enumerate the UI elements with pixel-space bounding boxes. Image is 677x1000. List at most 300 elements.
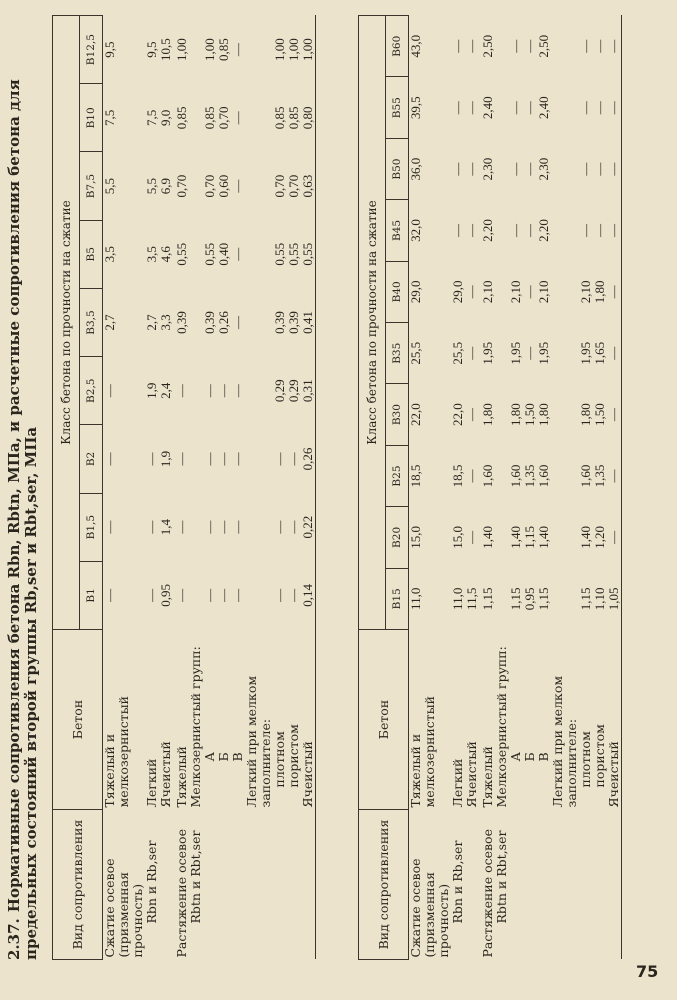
class-header: B30: [386, 384, 409, 445]
resistance-value: —: [174, 452, 189, 466]
concrete-type-text: Б: [216, 752, 231, 762]
resistance-value: 2,30: [536, 157, 551, 181]
resistance-value: —: [286, 520, 301, 534]
resistance-value: [551, 323, 579, 384]
resistance-kind-text: Rbtn и Rbt,ser: [188, 830, 203, 924]
resistance-table-1: [52, 15, 316, 960]
concrete-type: [579, 630, 593, 810]
concrete-type: [537, 630, 551, 810]
resistance-value: 1,80: [592, 280, 607, 304]
header-kind: Вид сопротивления: [359, 810, 409, 960]
resistance-value: 0,41: [301, 288, 316, 356]
resistance-value: 2,7: [102, 314, 117, 331]
resistance-kind: [203, 810, 217, 960]
resistance-value: 1,60: [578, 464, 593, 488]
resistance-value: —: [578, 39, 593, 53]
resistance-kind: [451, 810, 465, 960]
resistance-value: —: [464, 101, 479, 115]
resistance-value: [495, 507, 509, 568]
concrete-type-text: Тяжелый: [480, 746, 495, 808]
resistance-kind-text: Rbn и Rb,ser: [144, 840, 159, 924]
resistance-value: 0,85: [216, 38, 231, 61]
caption-number: 2.37.: [5, 918, 23, 960]
concrete-type: [465, 630, 479, 810]
table-row: [273, 16, 287, 960]
concrete-type-text: Легкий при мелком заполнителе:: [550, 675, 579, 808]
resistance-value: 1,20: [592, 526, 607, 549]
resistance-value: —: [592, 39, 607, 53]
table-row: [593, 16, 607, 960]
concrete-type: [273, 630, 287, 810]
resistance-value: —: [508, 162, 523, 176]
resistance-value: —: [202, 588, 217, 602]
concrete-type-text: плотном: [578, 731, 593, 788]
resistance-value: 1,15: [536, 587, 551, 611]
resistance-value: [245, 493, 273, 561]
resistance-value: 1,50: [522, 403, 537, 427]
table-row: [579, 16, 593, 960]
resistance-value: 0,26: [216, 311, 231, 334]
class-header: B50: [386, 138, 409, 199]
resistance-value: [189, 152, 203, 220]
concrete-type: [479, 630, 495, 810]
resistance-value: —: [464, 162, 479, 176]
resistance-value: 1,95: [508, 341, 523, 365]
resistance-value: —: [102, 384, 117, 398]
caption-text: Нормативные сопротивления бетона Rbn, Rbtn, МПа, и расчетные сопротивления бетона для предельных состояний второй группы Rb,ser и Rbt,ser, МПа: [5, 79, 40, 960]
resistance-value: 2,30: [480, 157, 495, 181]
resistance-value: 1,65: [592, 341, 607, 365]
resistance-value: 1,15: [522, 526, 537, 549]
concrete-type: [217, 630, 231, 810]
resistance-value: —: [578, 162, 593, 176]
class-header: B12,5: [80, 16, 103, 84]
resistance-value: —: [607, 323, 622, 384]
resistance-value: 1,40: [578, 526, 593, 549]
class-header: B15: [386, 568, 409, 629]
resistance-value: 1,35: [522, 464, 537, 488]
resistance-value: 11,5: [464, 587, 479, 610]
resistance-value: 1,95: [578, 341, 593, 365]
resistance-value: —: [202, 520, 217, 534]
resistance-value: —: [450, 101, 465, 115]
class-header: B60: [386, 16, 409, 77]
resistance-value: [189, 288, 203, 356]
concrete-type-text: Легкий: [450, 758, 465, 808]
concrete-type-text: пористом: [592, 724, 607, 788]
resistance-value: —: [174, 520, 189, 534]
table-row: [245, 16, 273, 960]
resistance-value: 0,29: [286, 379, 301, 403]
concrete-type: [231, 630, 245, 810]
concrete-type: [287, 630, 301, 810]
resistance-value: [495, 138, 509, 199]
resistance-value: 0,70: [272, 174, 287, 198]
concrete-type-text: В: [536, 752, 551, 762]
resistance-value: —: [522, 285, 537, 299]
resistance-value: [189, 16, 203, 84]
resistance-value: [189, 425, 203, 493]
resistance-value: 4,6: [158, 246, 173, 263]
table-row: [217, 16, 231, 960]
resistance-value: [495, 200, 509, 261]
resistance-value: —: [464, 285, 479, 299]
resistance-value: —: [144, 520, 159, 534]
resistance-value: 1,9: [158, 450, 173, 468]
concrete-type: [159, 630, 173, 810]
concrete-type-text: Ячеистый: [158, 741, 173, 808]
resistance-value: [189, 220, 203, 288]
concrete-type: [509, 630, 523, 810]
resistance-value: 11,0: [450, 587, 465, 610]
page-number: 75: [636, 962, 659, 981]
resistance-value: 18,5: [450, 464, 465, 488]
table-row: [495, 16, 509, 960]
resistance-value: 0,95: [522, 587, 537, 611]
concrete-type: [145, 630, 159, 810]
resistance-value: 1,00: [174, 38, 189, 61]
resistance-value: 39,5: [408, 96, 423, 120]
resistance-value: [495, 568, 509, 629]
resistance-value: 1,15: [480, 587, 495, 611]
concrete-type: [301, 630, 316, 810]
resistance-value: —: [230, 384, 245, 398]
resistance-value: —: [216, 384, 231, 398]
resistance-value: 1,80: [578, 403, 593, 427]
resistance-value: 43,0: [408, 34, 423, 58]
class-header: B35: [386, 323, 409, 384]
resistance-kind: [551, 810, 579, 960]
resistance-value: [245, 16, 273, 84]
concrete-type: [103, 630, 146, 810]
resistance-value: —: [464, 346, 479, 360]
concrete-type-text: А: [202, 752, 217, 762]
resistance-value: —: [607, 384, 622, 445]
table-row: [551, 16, 579, 960]
resistance-value: 0,85: [174, 106, 189, 130]
resistance-value: 25,5: [408, 341, 423, 365]
header-class: Класс бетона по прочности на сжатие: [53, 16, 80, 630]
resistance-value: —: [522, 346, 537, 360]
resistance-kind: [287, 810, 301, 960]
concrete-type: [607, 630, 622, 810]
resistance-value: 1,00: [301, 16, 316, 84]
resistance-value: 0,39: [286, 311, 301, 334]
resistance-value: [245, 152, 273, 220]
resistance-value: 3,5: [102, 246, 117, 263]
resistance-value: —: [216, 452, 231, 466]
resistance-value: 0,14: [301, 561, 316, 629]
concrete-type-text: А: [508, 752, 523, 762]
class-header: B2,5: [80, 357, 103, 425]
resistance-value: 1,35: [592, 464, 607, 488]
resistance-value: 0,26: [301, 425, 316, 493]
concrete-type: [189, 630, 203, 810]
resistance-value: [495, 384, 509, 445]
resistance-value: 2,4: [158, 382, 173, 399]
resistance-value: [495, 323, 509, 384]
resistance-value: 18,5: [408, 464, 423, 488]
table-row: [451, 16, 465, 960]
class-header: B3,5: [80, 288, 103, 356]
resistance-value: 2,10: [508, 280, 523, 304]
resistance-value: 15,0: [450, 526, 465, 549]
resistance-value: [495, 261, 509, 322]
resistance-value: [551, 200, 579, 261]
resistance-value: 2,20: [480, 219, 495, 242]
resistance-value: 1,80: [536, 403, 551, 427]
resistance-value: —: [272, 452, 287, 466]
concrete-type: [593, 630, 607, 810]
resistance-kind: [495, 810, 509, 960]
resistance-value: —: [508, 101, 523, 115]
resistance-value: 0,70: [174, 174, 189, 198]
resistance-kind: [607, 810, 622, 960]
resistance-kind: [103, 810, 146, 960]
resistance-value: —: [230, 247, 245, 261]
resistance-value: 2,10: [480, 280, 495, 304]
concrete-type-text: пористом: [286, 724, 301, 788]
resistance-value: 1,95: [480, 341, 495, 365]
resistance-value: [189, 561, 203, 629]
resistance-kind-text: Растяжение осевое: [480, 829, 495, 958]
resistance-value: 0,39: [174, 311, 189, 334]
resistance-value: —: [522, 162, 537, 176]
table-row: [607, 16, 622, 960]
resistance-value: —: [508, 39, 523, 53]
concrete-type-text: Б: [522, 752, 537, 762]
resistance-value: [245, 220, 273, 288]
resistance-kind: [231, 810, 245, 960]
concrete-type: [523, 630, 537, 810]
resistance-value: 9,0: [158, 109, 173, 126]
resistance-kind: [579, 810, 593, 960]
concrete-type: [551, 630, 579, 810]
resistance-value: —: [592, 223, 607, 237]
resistance-kind: [593, 810, 607, 960]
resistance-value: —: [272, 520, 287, 534]
table-row: [479, 16, 495, 960]
class-header: B45: [386, 200, 409, 261]
resistance-value: —: [144, 452, 159, 466]
table-row: [189, 16, 203, 960]
resistance-value: 22,0: [408, 403, 423, 427]
table-row: [537, 16, 551, 960]
resistance-value: —: [174, 384, 189, 398]
table-row: [409, 16, 452, 960]
concrete-type-text: Легкий: [144, 758, 159, 808]
resistance-value: 1,10: [592, 587, 607, 611]
resistance-value: 0,70: [286, 174, 301, 198]
resistance-value: —: [144, 588, 159, 602]
resistance-value: —: [230, 316, 245, 330]
concrete-type-text: Тяжелый и мелкозернистый: [102, 696, 131, 808]
resistance-value: 1,80: [480, 403, 495, 427]
concrete-type-text: В: [230, 752, 245, 762]
resistance-value: —: [607, 16, 622, 77]
resistance-value: —: [450, 162, 465, 176]
table-row: [145, 16, 159, 960]
resistance-value: —: [607, 138, 622, 199]
class-header: B1,5: [80, 493, 103, 561]
resistance-value: [245, 561, 273, 629]
resistance-value: 15,0: [408, 526, 423, 549]
resistance-value: 1,00: [272, 38, 287, 61]
resistance-value: —: [102, 452, 117, 466]
concrete-type-text: плотном: [272, 731, 287, 788]
resistance-value: [189, 84, 203, 152]
resistance-value: [189, 493, 203, 561]
resistance-value: [245, 357, 273, 425]
table-row: [523, 16, 537, 960]
resistance-value: —: [230, 452, 245, 466]
resistance-value: —: [202, 452, 217, 466]
header-kind: Вид сопротивления: [53, 810, 103, 960]
resistance-kind: [217, 810, 231, 960]
resistance-value: 1,9: [144, 382, 159, 399]
resistance-value: [551, 384, 579, 445]
resistance-value: 1,15: [578, 587, 593, 611]
resistance-value: 1,60: [536, 464, 551, 488]
resistance-kind: [189, 810, 203, 960]
resistance-value: —: [102, 520, 117, 534]
resistance-value: [495, 16, 509, 77]
resistance-kind: [479, 810, 495, 960]
resistance-value: —: [286, 588, 301, 602]
resistance-value: —: [230, 179, 245, 193]
resistance-value: [551, 138, 579, 199]
resistance-value: —: [607, 200, 622, 261]
resistance-kind: [301, 810, 316, 960]
resistance-value: 9,5: [144, 41, 159, 58]
resistance-kind: [537, 810, 551, 960]
concrete-type: [173, 630, 189, 810]
resistance-value: 0,70: [202, 174, 217, 198]
header-concrete: Бетон: [53, 630, 103, 810]
resistance-value: 1,50: [592, 403, 607, 427]
resistance-value: 32,0: [408, 219, 423, 242]
resistance-value: 0,63: [301, 152, 316, 220]
resistance-kind: [173, 810, 189, 960]
resistance-kind: [509, 810, 523, 960]
resistance-value: —: [592, 101, 607, 115]
concrete-type: [203, 630, 217, 810]
resistance-value: 0,29: [272, 379, 287, 403]
resistance-value: 2,10: [536, 280, 551, 304]
resistance-value: 0,55: [174, 242, 189, 266]
resistance-value: 1,95: [536, 341, 551, 365]
resistance-kind-text: Сжатие осевое (призменная прочность): [102, 858, 145, 958]
resistance-value: 1,05: [607, 568, 622, 629]
resistance-value: 0,39: [202, 311, 217, 334]
resistance-value: —: [102, 588, 117, 602]
class-header: B1: [80, 561, 103, 629]
concrete-type-text: Ячеистый: [606, 741, 621, 808]
resistance-value: [551, 568, 579, 629]
resistance-value: [551, 261, 579, 322]
resistance-value: 9,5: [102, 41, 117, 58]
resistance-value: 29,0: [408, 280, 423, 304]
resistance-value: [245, 425, 273, 493]
resistance-value: —: [464, 530, 479, 544]
resistance-value: —: [230, 520, 245, 534]
resistance-value: 1,40: [480, 526, 495, 549]
header-class: Класс бетона по прочности на сжатие: [359, 16, 386, 630]
resistance-value: 0,55: [286, 242, 301, 266]
class-header: B25: [386, 445, 409, 506]
class-header: B10: [80, 84, 103, 152]
resistance-value: 3,3: [158, 314, 173, 331]
resistance-kind: [273, 810, 287, 960]
resistance-value: 11,0: [408, 587, 423, 610]
resistance-value: —: [522, 101, 537, 115]
resistance-value: —: [464, 223, 479, 237]
resistance-value: [245, 288, 273, 356]
resistance-value: 1,40: [536, 526, 551, 549]
resistance-kind: [523, 810, 537, 960]
resistance-value: 2,20: [536, 219, 551, 242]
table-row: [287, 16, 301, 960]
resistance-value: —: [464, 469, 479, 483]
resistance-value: —: [522, 223, 537, 237]
resistance-value: 1,40: [508, 526, 523, 549]
resistance-value: —: [607, 77, 622, 138]
resistance-value: 0,39: [272, 311, 287, 334]
resistance-value: 2,10: [578, 280, 593, 304]
concrete-type-text: Ячеистый: [300, 741, 315, 808]
resistance-value: 6,9: [158, 177, 173, 195]
class-header: B7,5: [80, 152, 103, 220]
resistance-value: 1,60: [508, 464, 523, 488]
resistance-value: 0,22: [301, 493, 316, 561]
resistance-value: 25,5: [450, 341, 465, 365]
resistance-value: 0,70: [216, 106, 231, 130]
resistance-value: —: [230, 43, 245, 57]
resistance-value: —: [464, 408, 479, 422]
resistance-value: —: [286, 452, 301, 466]
resistance-value: 1,15: [508, 587, 523, 611]
class-header: B2: [80, 425, 103, 493]
resistance-value: —: [230, 111, 245, 125]
table-row: [159, 16, 173, 960]
resistance-kind: [145, 810, 159, 960]
resistance-value: 2,50: [536, 34, 551, 58]
resistance-kind-text: Растяжение осевое: [174, 829, 189, 958]
resistance-kind: [409, 810, 452, 960]
resistance-value: —: [592, 162, 607, 176]
resistance-value: —: [202, 384, 217, 398]
resistance-value: —: [607, 445, 622, 506]
table-row: [301, 16, 316, 960]
resistance-value: 1,60: [480, 464, 495, 488]
resistance-value: 1,00: [202, 38, 217, 61]
resistance-value: [245, 84, 273, 152]
resistance-value: 0,95: [158, 584, 173, 607]
resistance-value: —: [508, 223, 523, 237]
resistance-value: 2,40: [536, 96, 551, 120]
resistance-value: 1,00: [286, 38, 301, 61]
resistance-value: 0,55: [272, 242, 287, 266]
resistance-value: 0,31: [301, 357, 316, 425]
resistance-kind: [159, 810, 173, 960]
concrete-type: [409, 630, 452, 810]
resistance-value: 2,40: [480, 96, 495, 120]
resistance-value: —: [578, 101, 593, 115]
resistance-value: [551, 77, 579, 138]
resistance-value: —: [607, 261, 622, 322]
resistance-value: [551, 445, 579, 506]
resistance-value: [495, 77, 509, 138]
